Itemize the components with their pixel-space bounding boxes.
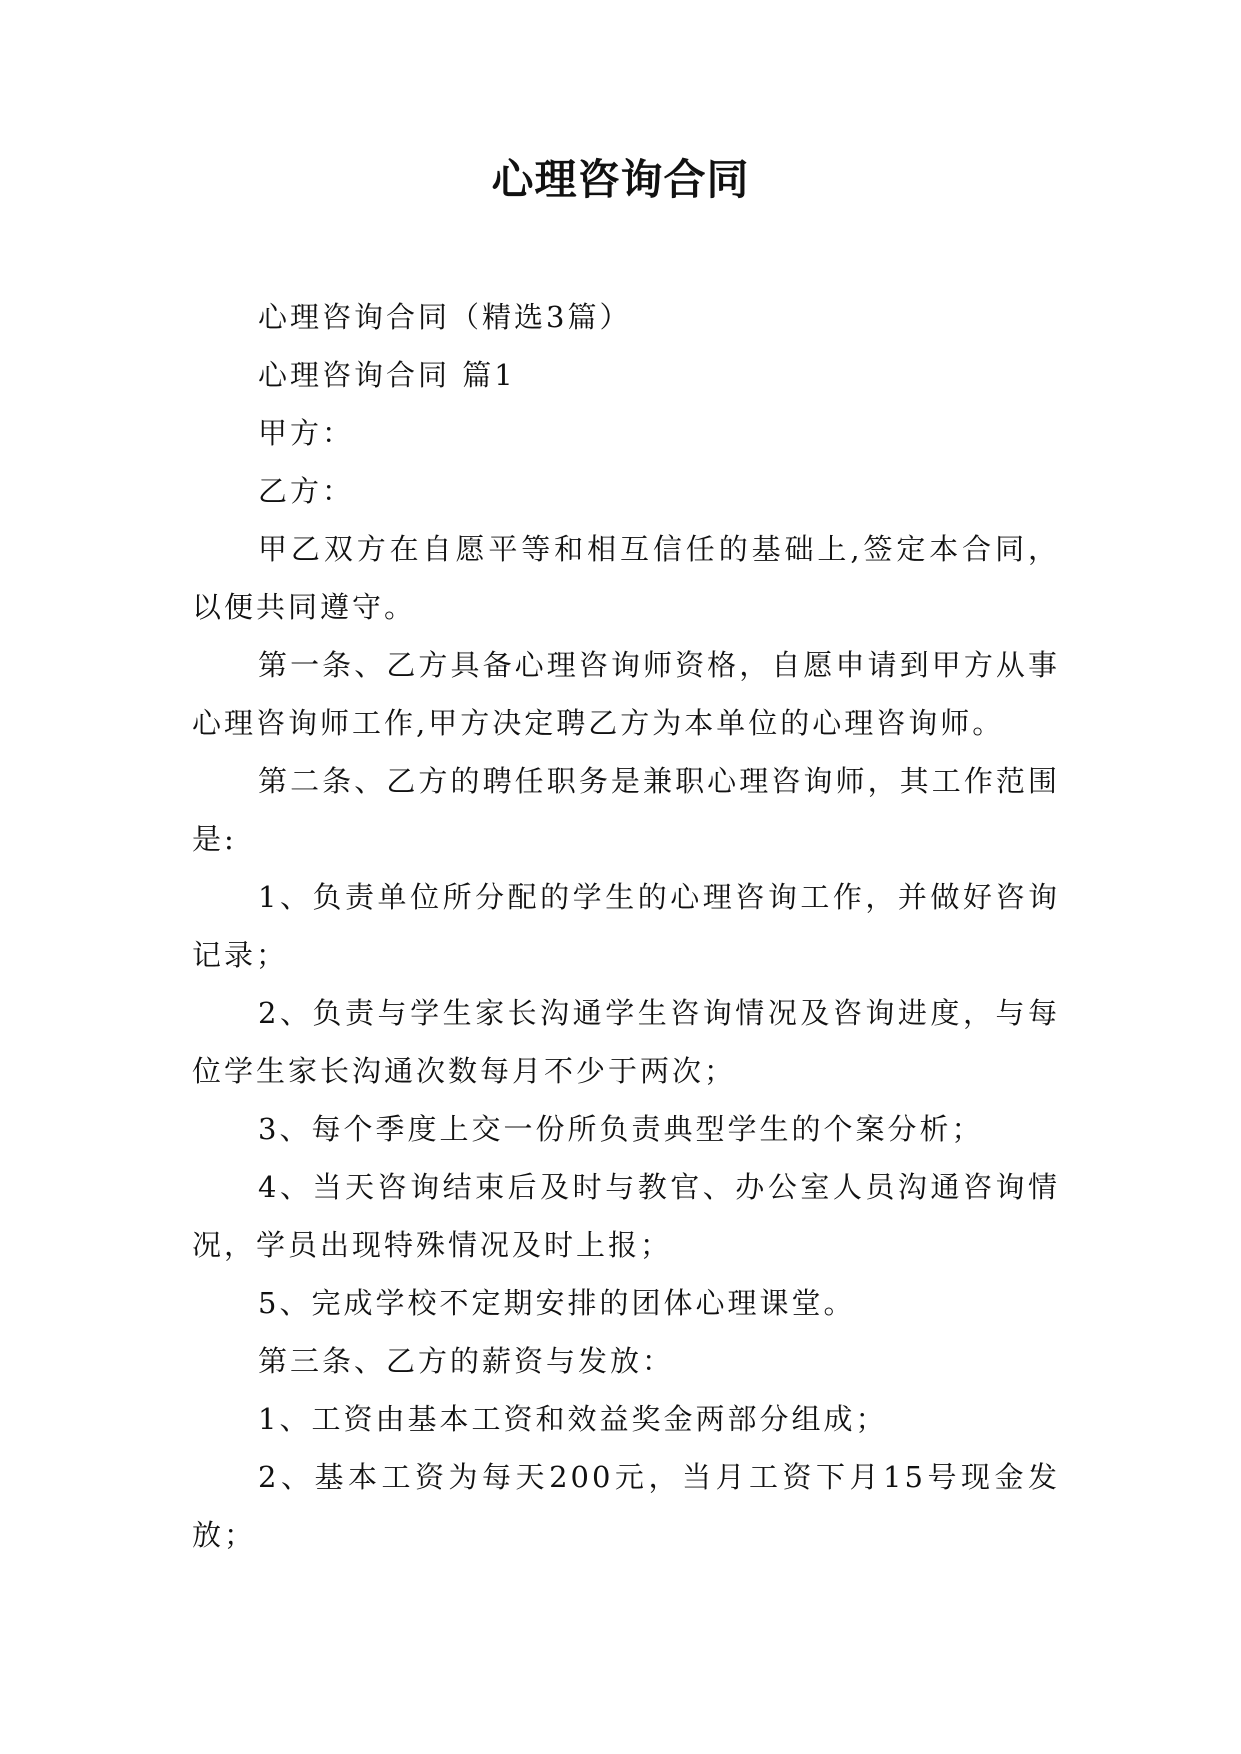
paragraph-party-b: 乙方： (258, 474, 355, 508)
paragraph-preamble: 甲乙双方在自愿平等和相互信任的基础上,签定本合同，以便共同遵守。 (192, 532, 1060, 624)
paragraph-party-a: 甲方： (258, 416, 355, 450)
paragraph-duty-5: 5、完成学校不定期安排的团体心理课堂。 (258, 1286, 856, 1320)
document-title: 心理咨询合同 (491, 155, 750, 204)
paragraph-article-2: 第二条、乙方的聘任职务是兼职心理咨询师，其工作范围是: (192, 764, 1060, 856)
paragraph-duty-3: 3、每个季度上交一份所负责典型学生的个案分析； (258, 1112, 984, 1146)
paragraph-section-heading: 心理咨询合同 篇1 (258, 358, 516, 392)
paragraph-article-1: 第一条、乙方具备心理咨询师资格，自愿申请到甲方从事心理咨询师工作,甲方决定聘乙方为本单位的心理咨询师。 (192, 648, 1060, 740)
paragraph-article-3: 第三条、乙方的薪资与发放： (258, 1344, 675, 1378)
paragraph-salary-2: 2、基本工资为每天200元，当月工资下月15号现金发放； (192, 1460, 1060, 1552)
paragraph-salary-1: 1、工资由基本工资和效益奖金两部分组成； (258, 1402, 888, 1436)
paragraph-duty-1: 1、负责单位所分配的学生的心理咨询工作，并做好咨询记录； (192, 880, 1060, 972)
paragraph-duty-4: 4、当天咨询结束后及时与教官、办公室人员沟通咨询情况，学员出现特殊情况及时上报； (192, 1170, 1060, 1262)
document-body (192, 288, 1060, 1564)
paragraph-subtitle: 心理咨询合同（精选3篇） (258, 300, 632, 334)
paragraph-duty-2: 2、负责与学生家长沟通学生咨询情况及咨询进度，与每位学生家长沟通次数每月不少于两次； (192, 996, 1060, 1088)
